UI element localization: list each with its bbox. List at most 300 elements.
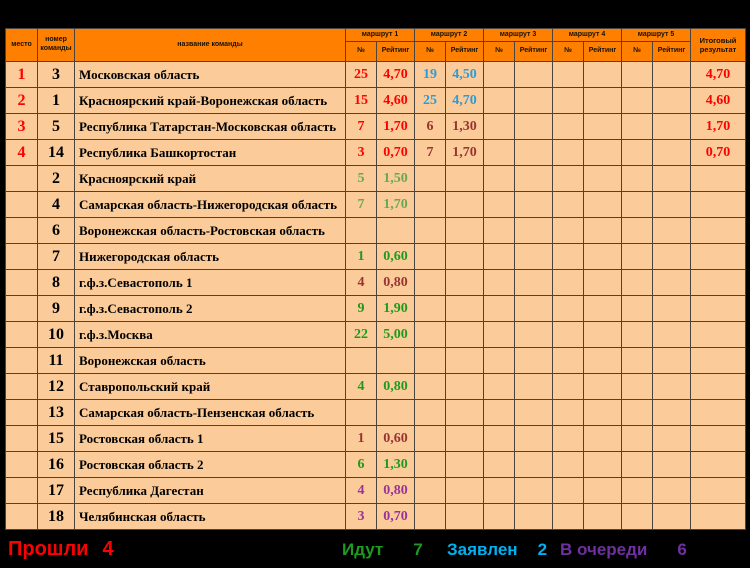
route-5-rating-cell (653, 452, 691, 478)
route-1-no-cell: 3 (346, 140, 377, 166)
place-cell (6, 504, 38, 530)
route-4-no-cell (553, 374, 584, 400)
place-cell (6, 296, 38, 322)
route-5-rating-cell (653, 140, 691, 166)
place-cell (6, 192, 38, 218)
route-5-no-cell (622, 192, 653, 218)
route-5-no-cell (622, 62, 653, 88)
route-3-rating-cell (515, 114, 553, 140)
table-row (6, 374, 746, 400)
route-1-no-cell: 9 (346, 296, 377, 322)
route-3-rating-cell (515, 504, 553, 530)
total-result-cell (691, 192, 746, 218)
route-2-rating-cell: 1,70 (446, 140, 484, 166)
route-1-rating-cell: 4,70 (377, 62, 415, 88)
route-5-no-cell (622, 140, 653, 166)
route-4-rating-cell (584, 166, 622, 192)
header-route-3-rating: Рейтинг (515, 42, 553, 62)
route-3-rating-cell (515, 166, 553, 192)
route-4-rating-cell (584, 400, 622, 426)
header-route-2: маршрут 2 (415, 29, 484, 42)
route-2-rating-cell (446, 426, 484, 452)
team-number-cell: 7 (38, 244, 75, 270)
table-header (6, 29, 746, 62)
route-5-no-cell (622, 478, 653, 504)
route-3-rating-cell (515, 192, 553, 218)
route-2-no-cell (415, 296, 446, 322)
status-declared (447, 540, 547, 560)
route-4-rating-cell (584, 374, 622, 400)
route-4-no-cell (553, 504, 584, 530)
route-3-rating-cell (515, 270, 553, 296)
route-3-rating-cell (515, 62, 553, 88)
place-cell (6, 400, 38, 426)
route-2-no-cell: 25 (415, 88, 446, 114)
table-row (6, 62, 746, 88)
team-number-cell: 1 (38, 88, 75, 114)
route-2-no-cell (415, 348, 446, 374)
team-name-cell: Республика Башкортостан (75, 140, 346, 166)
total-result-cell: 0,70 (691, 140, 746, 166)
team-name-cell: Самарская область-Нижегородская область (75, 192, 346, 218)
route-3-no-cell (484, 374, 515, 400)
route-3-rating-cell (515, 88, 553, 114)
route-1-rating-cell: 4,60 (377, 88, 415, 114)
route-3-rating-cell (515, 400, 553, 426)
total-result-cell (691, 374, 746, 400)
place-cell (6, 270, 38, 296)
route-2-no-cell: 7 (415, 140, 446, 166)
status-running-value: 7 (413, 540, 423, 559)
status-queued (560, 540, 687, 560)
place-cell (6, 166, 38, 192)
route-3-no-cell (484, 62, 515, 88)
route-4-rating-cell (584, 478, 622, 504)
place-cell (6, 426, 38, 452)
route-4-no-cell (553, 478, 584, 504)
route-1-rating-cell: 0,70 (377, 504, 415, 530)
route-1-rating-cell: 0,60 (377, 244, 415, 270)
route-1-rating-cell: 0,80 (377, 478, 415, 504)
route-4-rating-cell (584, 244, 622, 270)
route-5-rating-cell (653, 166, 691, 192)
header-route-5-rating: Рейтинг (653, 42, 691, 62)
total-result-cell (691, 426, 746, 452)
total-result-cell: 4,70 (691, 62, 746, 88)
route-2-no-cell (415, 192, 446, 218)
route-5-no-cell (622, 166, 653, 192)
route-2-rating-cell (446, 400, 484, 426)
route-3-rating-cell (515, 374, 553, 400)
results-table (5, 28, 746, 530)
route-2-no-cell (415, 218, 446, 244)
route-5-rating-cell (653, 62, 691, 88)
route-3-no-cell (484, 322, 515, 348)
route-1-no-cell (346, 400, 377, 426)
total-result-cell (691, 270, 746, 296)
route-4-no-cell (553, 400, 584, 426)
route-1-no-cell: 4 (346, 270, 377, 296)
status-queued-value: 6 (677, 540, 687, 559)
route-1-rating-cell: 1,90 (377, 296, 415, 322)
header-route-4: маршрут 4 (553, 29, 622, 42)
header-team-name: название команды (75, 29, 346, 62)
route-2-no-cell (415, 322, 446, 348)
total-result-cell (691, 478, 746, 504)
route-5-rating-cell (653, 296, 691, 322)
table-row (6, 218, 746, 244)
route-1-no-cell: 15 (346, 88, 377, 114)
route-3-rating-cell (515, 348, 553, 374)
route-4-no-cell (553, 114, 584, 140)
route-4-rating-cell (584, 426, 622, 452)
route-4-rating-cell (584, 140, 622, 166)
route-2-rating-cell: 4,70 (446, 88, 484, 114)
route-5-rating-cell (653, 478, 691, 504)
table-row (6, 504, 746, 530)
place-cell: 4 (6, 140, 38, 166)
team-name-cell: г.ф.з.Севастополь 1 (75, 270, 346, 296)
route-3-no-cell (484, 270, 515, 296)
route-5-no-cell (622, 374, 653, 400)
route-4-no-cell (553, 88, 584, 114)
route-2-rating-cell (446, 192, 484, 218)
total-result-cell (691, 348, 746, 374)
route-5-rating-cell (653, 426, 691, 452)
team-number-cell: 4 (38, 192, 75, 218)
team-number-cell: 6 (38, 218, 75, 244)
route-1-rating-cell: 1,30 (377, 452, 415, 478)
total-result-cell (691, 452, 746, 478)
route-3-no-cell (484, 348, 515, 374)
route-1-rating-cell: 1,70 (377, 192, 415, 218)
place-cell (6, 452, 38, 478)
route-5-no-cell (622, 322, 653, 348)
route-1-rating-cell: 0,60 (377, 426, 415, 452)
status-running (342, 540, 423, 560)
place-cell: 1 (6, 62, 38, 88)
place-cell: 2 (6, 88, 38, 114)
route-3-rating-cell (515, 296, 553, 322)
status-declared-label: Заявлен (447, 540, 518, 559)
team-name-cell: Ростовская область 1 (75, 426, 346, 452)
header-route-1-rating: Рейтинг (377, 42, 415, 62)
place-cell (6, 218, 38, 244)
team-number-cell: 2 (38, 166, 75, 192)
route-1-no-cell: 4 (346, 478, 377, 504)
route-4-rating-cell (584, 322, 622, 348)
route-5-rating-cell (653, 270, 691, 296)
team-name-cell: Красноярский край-Воронежская область (75, 88, 346, 114)
header-route-1-no: № (346, 42, 377, 62)
total-result-cell: 1,70 (691, 114, 746, 140)
route-5-rating-cell (653, 88, 691, 114)
header-team-number: номер команды (38, 29, 75, 62)
route-1-rating-cell: 0,80 (377, 270, 415, 296)
route-5-no-cell (622, 270, 653, 296)
team-name-cell: Московская область (75, 62, 346, 88)
route-4-rating-cell (584, 218, 622, 244)
route-1-rating-cell: 0,80 (377, 374, 415, 400)
team-name-cell: Республика Татарстан-Московская область (75, 114, 346, 140)
route-1-no-cell (346, 218, 377, 244)
route-5-rating-cell (653, 244, 691, 270)
route-1-no-cell: 5 (346, 166, 377, 192)
total-result-cell (691, 244, 746, 270)
total-result-cell (691, 400, 746, 426)
table-row (6, 452, 746, 478)
table-row (6, 192, 746, 218)
route-2-no-cell: 19 (415, 62, 446, 88)
header-route-2-no: № (415, 42, 446, 62)
table-row (6, 88, 746, 114)
route-2-no-cell (415, 166, 446, 192)
team-number-cell: 13 (38, 400, 75, 426)
route-3-rating-cell (515, 322, 553, 348)
route-1-rating-cell: 0,70 (377, 140, 415, 166)
team-name-cell: Ростовская область 2 (75, 452, 346, 478)
route-2-rating-cell (446, 348, 484, 374)
team-number-cell: 11 (38, 348, 75, 374)
place-cell (6, 322, 38, 348)
route-4-no-cell (553, 166, 584, 192)
route-2-no-cell (415, 374, 446, 400)
route-4-no-cell (553, 218, 584, 244)
route-2-no-cell (415, 452, 446, 478)
route-4-no-cell (553, 62, 584, 88)
route-1-rating-cell: 5,00 (377, 322, 415, 348)
route-1-rating-cell (377, 218, 415, 244)
table-row (6, 478, 746, 504)
route-2-rating-cell (446, 504, 484, 530)
route-3-rating-cell (515, 244, 553, 270)
route-2-rating-cell (446, 322, 484, 348)
status-running-label: Идут (342, 540, 384, 559)
table-row (6, 270, 746, 296)
table-row (6, 400, 746, 426)
route-5-rating-cell (653, 218, 691, 244)
route-3-rating-cell (515, 140, 553, 166)
place-cell (6, 478, 38, 504)
route-1-no-cell: 1 (346, 426, 377, 452)
route-1-no-cell: 22 (346, 322, 377, 348)
route-2-no-cell (415, 270, 446, 296)
table-row (6, 114, 746, 140)
route-4-no-cell (553, 452, 584, 478)
team-name-cell: Красноярский край (75, 166, 346, 192)
route-4-no-cell (553, 192, 584, 218)
status-passed-label: Прошли (8, 538, 89, 560)
route-3-no-cell (484, 452, 515, 478)
team-name-cell: Ставропольский край (75, 374, 346, 400)
route-4-rating-cell (584, 62, 622, 88)
team-number-cell: 10 (38, 322, 75, 348)
route-2-rating-cell (446, 478, 484, 504)
route-4-no-cell (553, 348, 584, 374)
route-2-no-cell (415, 504, 446, 530)
route-2-no-cell (415, 426, 446, 452)
header-route-4-no: № (553, 42, 584, 62)
route-5-no-cell (622, 348, 653, 374)
route-4-rating-cell (584, 348, 622, 374)
route-4-rating-cell (584, 192, 622, 218)
route-1-no-cell: 6 (346, 452, 377, 478)
table-row (6, 296, 746, 322)
route-1-no-cell: 7 (346, 192, 377, 218)
route-3-no-cell (484, 296, 515, 322)
route-4-no-cell (553, 426, 584, 452)
route-3-no-cell (484, 218, 515, 244)
route-4-rating-cell (584, 504, 622, 530)
route-1-no-cell: 7 (346, 114, 377, 140)
route-1-no-cell: 25 (346, 62, 377, 88)
team-name-cell: Челябинская область (75, 504, 346, 530)
team-number-cell: 8 (38, 270, 75, 296)
route-5-rating-cell (653, 400, 691, 426)
status-declared-value: 2 (537, 540, 548, 559)
header-place: место (6, 29, 38, 62)
team-name-cell: г.ф.з.Москва (75, 322, 346, 348)
route-5-rating-cell (653, 192, 691, 218)
route-3-no-cell (484, 504, 515, 530)
status-footer (0, 537, 750, 568)
route-3-no-cell (484, 426, 515, 452)
team-number-cell: 14 (38, 140, 75, 166)
route-5-no-cell (622, 504, 653, 530)
table-row (6, 140, 746, 166)
team-number-cell: 12 (38, 374, 75, 400)
header-route-3: маршрут 3 (484, 29, 553, 42)
team-number-cell: 15 (38, 426, 75, 452)
route-2-no-cell (415, 478, 446, 504)
table-row (6, 348, 746, 374)
route-2-no-cell (415, 244, 446, 270)
route-1-rating-cell: 1,70 (377, 114, 415, 140)
route-3-rating-cell (515, 218, 553, 244)
table-row (6, 426, 746, 452)
route-4-rating-cell (584, 88, 622, 114)
route-5-rating-cell (653, 114, 691, 140)
route-5-no-cell (622, 88, 653, 114)
route-3-no-cell (484, 166, 515, 192)
route-4-rating-cell (584, 270, 622, 296)
total-result-cell (691, 166, 746, 192)
route-4-rating-cell (584, 114, 622, 140)
route-4-no-cell (553, 244, 584, 270)
route-5-no-cell (622, 114, 653, 140)
route-2-no-cell (415, 400, 446, 426)
route-1-no-cell: 3 (346, 504, 377, 530)
team-number-cell: 5 (38, 114, 75, 140)
route-5-no-cell (622, 244, 653, 270)
total-result-cell (691, 218, 746, 244)
route-4-rating-cell (584, 296, 622, 322)
route-5-no-cell (622, 218, 653, 244)
table-body (6, 62, 746, 530)
route-3-rating-cell (515, 478, 553, 504)
route-5-rating-cell (653, 374, 691, 400)
header-route-5-no: № (622, 42, 653, 62)
status-passed-value: 4 (102, 538, 114, 560)
route-4-rating-cell (584, 452, 622, 478)
route-1-rating-cell (377, 400, 415, 426)
route-5-no-cell (622, 296, 653, 322)
team-number-cell: 16 (38, 452, 75, 478)
place-cell (6, 244, 38, 270)
route-1-no-cell (346, 348, 377, 374)
status-queued-label: В очереди (560, 540, 648, 559)
route-2-rating-cell (446, 270, 484, 296)
route-2-no-cell: 6 (415, 114, 446, 140)
header-route-1: маршрут 1 (346, 29, 415, 42)
route-3-no-cell (484, 140, 515, 166)
header-total-result: Итоговый результат (691, 29, 746, 62)
team-name-cell: Самарская область-Пензенская область (75, 400, 346, 426)
route-3-no-cell (484, 400, 515, 426)
route-2-rating-cell (446, 166, 484, 192)
route-4-no-cell (553, 270, 584, 296)
team-name-cell: Воронежская область-Ростовская область (75, 218, 346, 244)
team-name-cell: Воронежская область (75, 348, 346, 374)
total-result-cell (691, 322, 746, 348)
total-result-cell (691, 296, 746, 322)
route-5-no-cell (622, 426, 653, 452)
route-2-rating-cell: 1,30 (446, 114, 484, 140)
route-1-rating-cell (377, 348, 415, 374)
route-3-no-cell (484, 192, 515, 218)
team-name-cell: г.ф.з.Севастополь 2 (75, 296, 346, 322)
route-5-rating-cell (653, 504, 691, 530)
route-3-rating-cell (515, 426, 553, 452)
table-row (6, 244, 746, 270)
route-3-no-cell (484, 88, 515, 114)
place-cell (6, 374, 38, 400)
route-2-rating-cell (446, 244, 484, 270)
route-3-no-cell (484, 114, 515, 140)
route-3-no-cell (484, 478, 515, 504)
route-4-no-cell (553, 322, 584, 348)
route-4-no-cell (553, 140, 584, 166)
route-3-rating-cell (515, 452, 553, 478)
team-number-cell: 17 (38, 478, 75, 504)
team-number-cell: 3 (38, 62, 75, 88)
route-2-rating-cell (446, 218, 484, 244)
total-result-cell (691, 504, 746, 530)
place-cell: 3 (6, 114, 38, 140)
route-5-rating-cell (653, 348, 691, 374)
route-5-rating-cell (653, 322, 691, 348)
route-3-no-cell (484, 244, 515, 270)
header-route-2-rating: Рейтинг (446, 42, 484, 62)
route-2-rating-cell: 4,50 (446, 62, 484, 88)
route-1-rating-cell: 1,50 (377, 166, 415, 192)
route-2-rating-cell (446, 452, 484, 478)
route-1-no-cell: 1 (346, 244, 377, 270)
team-name-cell: Республика Дагестан (75, 478, 346, 504)
route-5-no-cell (622, 400, 653, 426)
route-5-no-cell (622, 452, 653, 478)
route-4-no-cell (553, 296, 584, 322)
place-cell (6, 348, 38, 374)
total-result-cell: 4,60 (691, 88, 746, 114)
route-2-rating-cell (446, 296, 484, 322)
route-1-no-cell: 4 (346, 374, 377, 400)
status-passed (8, 538, 114, 561)
route-2-rating-cell (446, 374, 484, 400)
table-row (6, 166, 746, 192)
team-number-cell: 9 (38, 296, 75, 322)
header-route-4-rating: Рейтинг (584, 42, 622, 62)
